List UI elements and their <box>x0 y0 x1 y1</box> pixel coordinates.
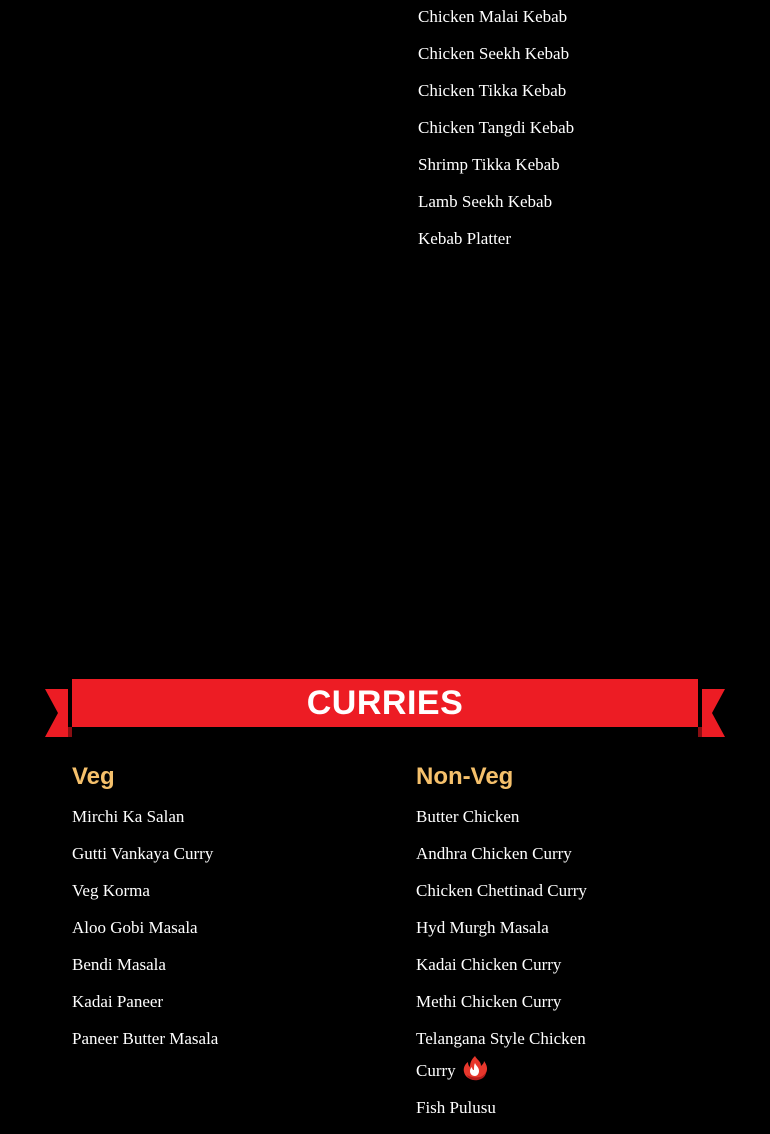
chili-flame-icon <box>460 1054 490 1082</box>
menu-item: Methi Chicken Curry <box>416 992 562 1011</box>
menu-item: Lamb Seekh Kebab <box>418 192 553 211</box>
menu-item: Veg Korma <box>72 881 150 900</box>
menu-item: Chicken Seekh Kebab <box>418 44 570 63</box>
menu-item: Kadai Paneer <box>72 992 164 1011</box>
nonveg-curries-column <box>416 760 716 1118</box>
menu-item: Kadai Chicken Curry <box>416 955 562 974</box>
menu-item: Hyd Murgh Masala <box>416 918 549 937</box>
section-title: CURRIES <box>306 684 464 722</box>
menu-item: Kebab Platter <box>418 229 511 248</box>
menu-item: Chicken Tangdi Kebab <box>418 118 575 137</box>
menu-item: Chicken Malai Kebab <box>418 7 568 26</box>
menu-item: Andhra Chicken Curry <box>416 844 572 863</box>
menu-item-label: Telangana Style Chicken Curry <box>416 1029 586 1080</box>
veg-heading: Veg <box>72 763 115 790</box>
menu-item: Shrimp Tikka Kebab <box>418 155 560 174</box>
menu-item: Fish Pulusu <box>416 1098 496 1117</box>
menu-item: Aloo Gobi Masala <box>72 918 198 937</box>
veg-curries-column <box>72 760 372 1049</box>
menu-item: Gutti Vankaya Curry <box>72 844 214 863</box>
menu-item: Chicken Chettinad Curry <box>416 881 587 900</box>
section-banner-curries <box>0 678 770 740</box>
menu-item: Bendi Masala <box>72 955 166 974</box>
menu-item: Paneer Butter Masala <box>72 1029 219 1048</box>
menu-item-spicy <box>416 1024 606 1086</box>
menu-item: Chicken Tikka Kebab <box>418 81 567 100</box>
menu-item: Butter Chicken <box>416 807 520 826</box>
nonveg-heading: Non-Veg <box>416 763 514 790</box>
veg-menu-list <box>72 807 372 1049</box>
nonveg-menu-list <box>416 807 716 1118</box>
menu-item: Mirchi Ka Salan <box>72 807 185 826</box>
